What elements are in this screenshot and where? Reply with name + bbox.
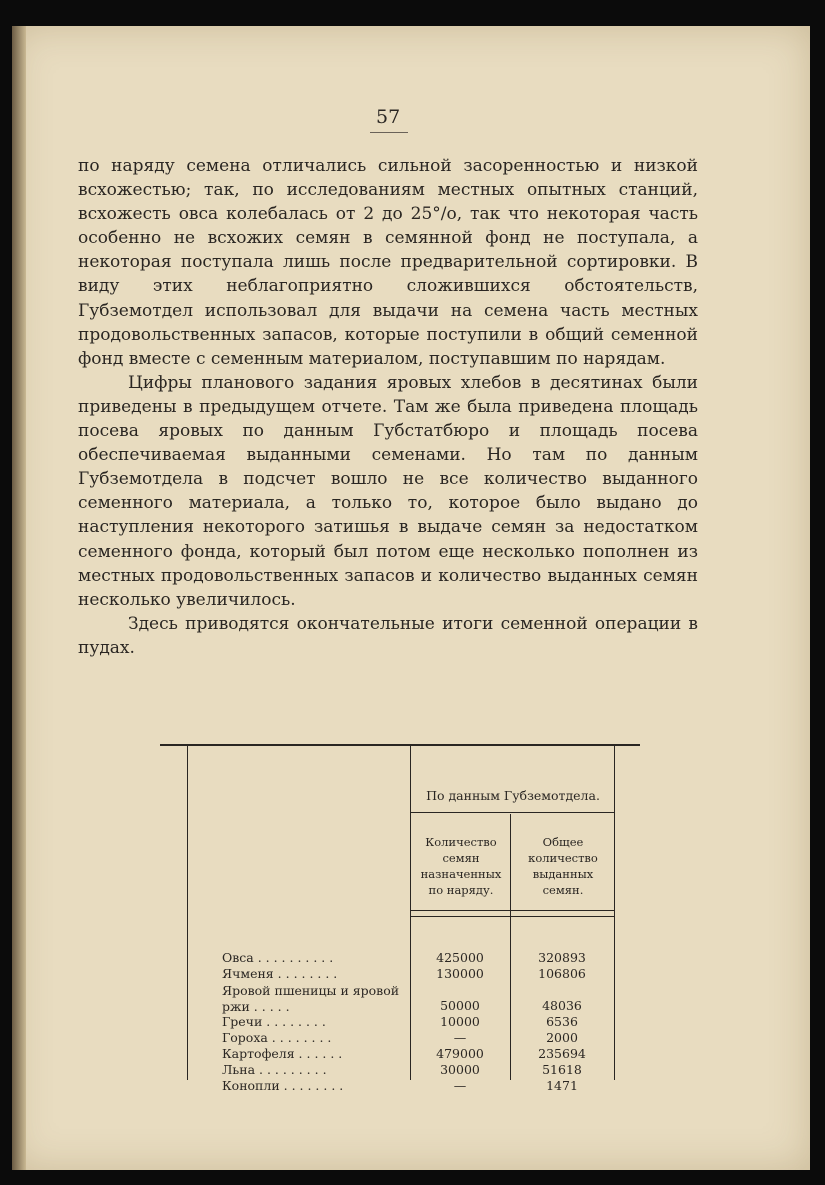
row-label-7: Конопли . . . . . . . . [222, 1078, 344, 1093]
row-assigned-5: 479000 [436, 1046, 484, 1061]
row-issued-6: 51618 [542, 1062, 582, 1077]
page-number-rule [370, 132, 408, 133]
row-assigned-6: 30000 [440, 1062, 480, 1077]
row-label-0: Овса . . . . . . . . . . [222, 950, 334, 965]
row-issued-2: 48036 [542, 998, 582, 1013]
table-col2-rule [510, 814, 511, 1080]
table-right-rule [614, 746, 615, 1080]
table-top-rule [160, 744, 640, 746]
row-label-5: Картофеля . . . . . . [222, 1046, 343, 1061]
row-issued-3: 6536 [546, 1014, 578, 1029]
seed-table [160, 744, 640, 1093]
row-label-6: Льна . . . . . . . . . [222, 1062, 327, 1077]
table-left-rule [187, 746, 188, 1080]
col1-header: Количество семян назначенных по наряду. [420, 835, 502, 897]
row-issued-0: 320893 [538, 950, 586, 965]
document-page [12, 26, 810, 1170]
table-head-rule-2 [410, 916, 614, 917]
paragraph-1: по наряду семена отличались сильной засоренностью и низкой всхожестью; так, по исследованиям местных опытных станций, всхожесть овса колебалась от 2 до 25°/о, так что некоторая часть особенно не всхожих семян в семянной фонд не поступала, а некоторая поступала лишь после предварительной сортировки. В виду этих неблагоприятно сложившихся обстоятельств, Губземотдел использовал для выдачи на семена часть местных продовольственных запасов, которые поступили в общий семенной фонд вместе с семенным материалом, поступавшим по нарядам. [78, 156, 698, 369]
row-label-4: Гороха . . . . . . . . [222, 1030, 332, 1045]
page-number: 57 [376, 106, 401, 128]
row-issued-4: 2000 [546, 1030, 578, 1045]
row-assigned-3: 10000 [440, 1014, 480, 1029]
body-text [78, 154, 698, 660]
col2-header: Общее количество выданных семян. [528, 835, 598, 897]
table-head-rule-1 [410, 910, 614, 911]
row-assigned-1: 130000 [436, 966, 484, 981]
row-assigned-7: — [453, 1078, 467, 1093]
table-group-rule [410, 812, 614, 813]
row-label-2: Яровой пшеницы и яровой ржи . . . . . [222, 983, 400, 1014]
row-assigned-2: 50000 [440, 998, 480, 1013]
paragraph-2: Цифры планового задания яровых хлебов в десятинах были приведены в предыдущем отчете. Там же была приведена площадь посева яровых по данным Губстатбюро и площадь посева обеспечиваемая выданными семенами. Но там по данным Губземотдела в подсчет вошло не все количество выданного семенного материала, а только то, которое было выдано до наступления некоторого затишья в выдаче семян за недостатком семенного фонда, который был потом еще несколько пополнен из местных продовольственных запасов и количество выданных семян несколько увеличилось. [78, 372, 698, 610]
row-assigned-0: 425000 [436, 950, 484, 965]
book-spine [12, 26, 26, 1170]
row-issued-5: 235694 [538, 1046, 586, 1061]
row-assigned-4: — [453, 1030, 467, 1045]
row-issued-7: 1471 [546, 1078, 578, 1093]
row-label-1: Ячменя . . . . . . . . [222, 966, 338, 981]
row-issued-1: 106806 [538, 966, 586, 981]
paragraph-3: Здесь приводятся окончательные итоги семенной операции в пудах. [78, 613, 698, 658]
row-label-3: Гречи . . . . . . . . [222, 1014, 326, 1029]
group-header: По данным Губземотдела. [426, 788, 600, 803]
